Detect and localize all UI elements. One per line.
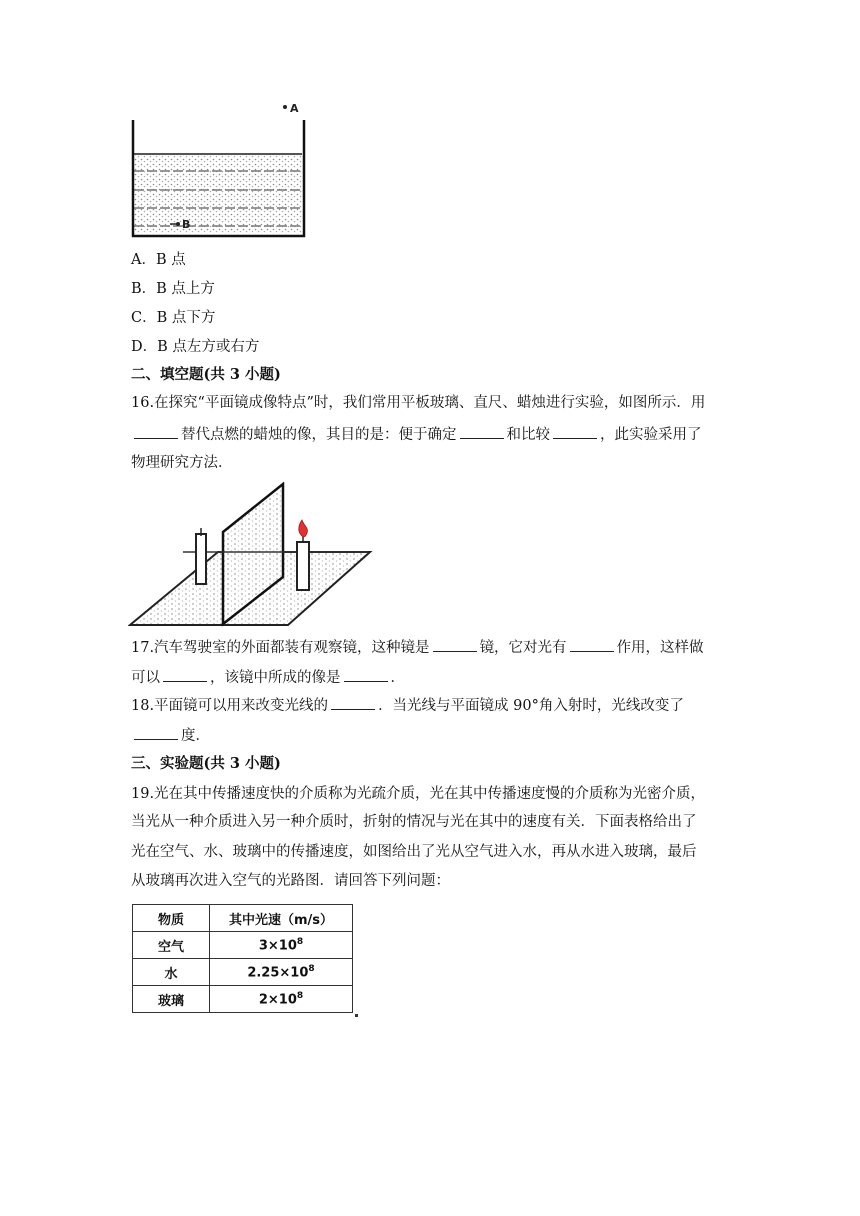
row-substance: 空气 <box>133 932 210 959</box>
unlit-candle <box>196 534 206 584</box>
row-speed: $3\times 10^8$ <box>210 932 353 959</box>
water-body <box>134 154 302 234</box>
q16-line-2: 替代点燃的蜡烛的像，其目的是：便于确定 和比较 ，此实验采用了 <box>131 424 702 445</box>
option-b-letter: B． <box>131 281 157 297</box>
option-a-text: B 点 <box>155 252 186 268</box>
option-b <box>131 277 215 298</box>
row-speed: $2\times 10^8$ <box>210 986 353 1013</box>
option-d-letter: D． <box>131 339 158 355</box>
option-d-text: B 点左方或右方 <box>157 339 260 355</box>
option-d <box>131 335 259 356</box>
option-a-letter: A． <box>131 252 156 268</box>
table-row <box>133 986 353 1013</box>
header-speed: 其中光速（m/s） <box>210 905 353 932</box>
row-speed: $2.25\times 10^8$ <box>210 959 353 986</box>
row-substance: 玻璃 <box>133 986 210 1013</box>
table-trailing-dot <box>355 1014 358 1017</box>
light-speed-table <box>132 904 353 1013</box>
point-b-label: B <box>182 218 191 231</box>
q18-line-2: 度． <box>131 725 210 746</box>
q17-blank-2[interactable] <box>570 637 614 652</box>
q18-blank-1[interactable] <box>331 695 375 710</box>
q17-line-1: 17.汽车驾驶室的外面都装有观察镜，这种镜是 镜，它对光有 作用，这样做 <box>131 637 704 658</box>
option-b-text: B 点上方 <box>156 281 215 297</box>
q18-line-1: 18.平面镜可以用来改变光线的 ．当光线与平面镜成 90°角入射时，光线改变了 <box>131 695 684 716</box>
point-a-marker <box>283 105 287 109</box>
table-row <box>133 932 353 959</box>
lit-candle <box>297 542 309 590</box>
q16-line-1: 16.在探究“平面镜成像特点”时，我们常用平板玻璃、直尺、蜡烛进行实验，如图所示．用 <box>131 395 706 411</box>
mirror-experiment-figure <box>128 482 374 628</box>
q16-blank-1[interactable] <box>134 424 178 439</box>
q17-line-2: 可以 ，该镜中所成的像是 ． <box>131 667 405 688</box>
point-a-label: A <box>290 102 299 115</box>
q18-blank-2[interactable] <box>134 725 178 740</box>
option-c-text: B 点下方 <box>156 310 216 326</box>
q17-blank-1[interactable] <box>433 637 477 652</box>
row-substance: 水 <box>133 959 210 986</box>
section-2-heading: 二、填空题(共 3 小题) <box>131 366 281 383</box>
q19-line-2: 当光从一种介质进入另一种介质时，折射的情况与光在其中的速度有关．下面表格给出了 <box>131 814 697 830</box>
q16-line-3: 物理研究方法． <box>131 455 233 471</box>
q16-blank-3[interactable] <box>553 424 597 439</box>
candle-flame <box>299 520 308 537</box>
section-3-heading: 三、实验题(共 3 小题) <box>131 755 281 772</box>
water-tank-figure <box>128 98 312 240</box>
q19-line-3: 光在空气、水、玻璃中的传播速度，如图给出了光从空气进入水，再从水进入玻璃，最后 <box>131 844 697 860</box>
q16-blank-2[interactable] <box>460 424 504 439</box>
q17-blank-4[interactable] <box>344 667 388 682</box>
table-row <box>133 959 353 986</box>
option-c <box>131 306 215 327</box>
q19-line-1: 19.光在其中传播速度快的介质称为光疏介质，光在其中传播速度慢的介质称为光密介质， <box>131 786 706 802</box>
table-header-row <box>133 905 353 932</box>
q17-blank-3[interactable] <box>163 667 207 682</box>
point-b-marker <box>176 222 180 226</box>
q19-line-4: 从玻璃再次进入空气的光路图．请回答下列问题： <box>131 873 450 889</box>
header-substance: 物质 <box>133 905 210 932</box>
option-a <box>131 248 186 269</box>
option-c-letter: C． <box>131 310 157 326</box>
